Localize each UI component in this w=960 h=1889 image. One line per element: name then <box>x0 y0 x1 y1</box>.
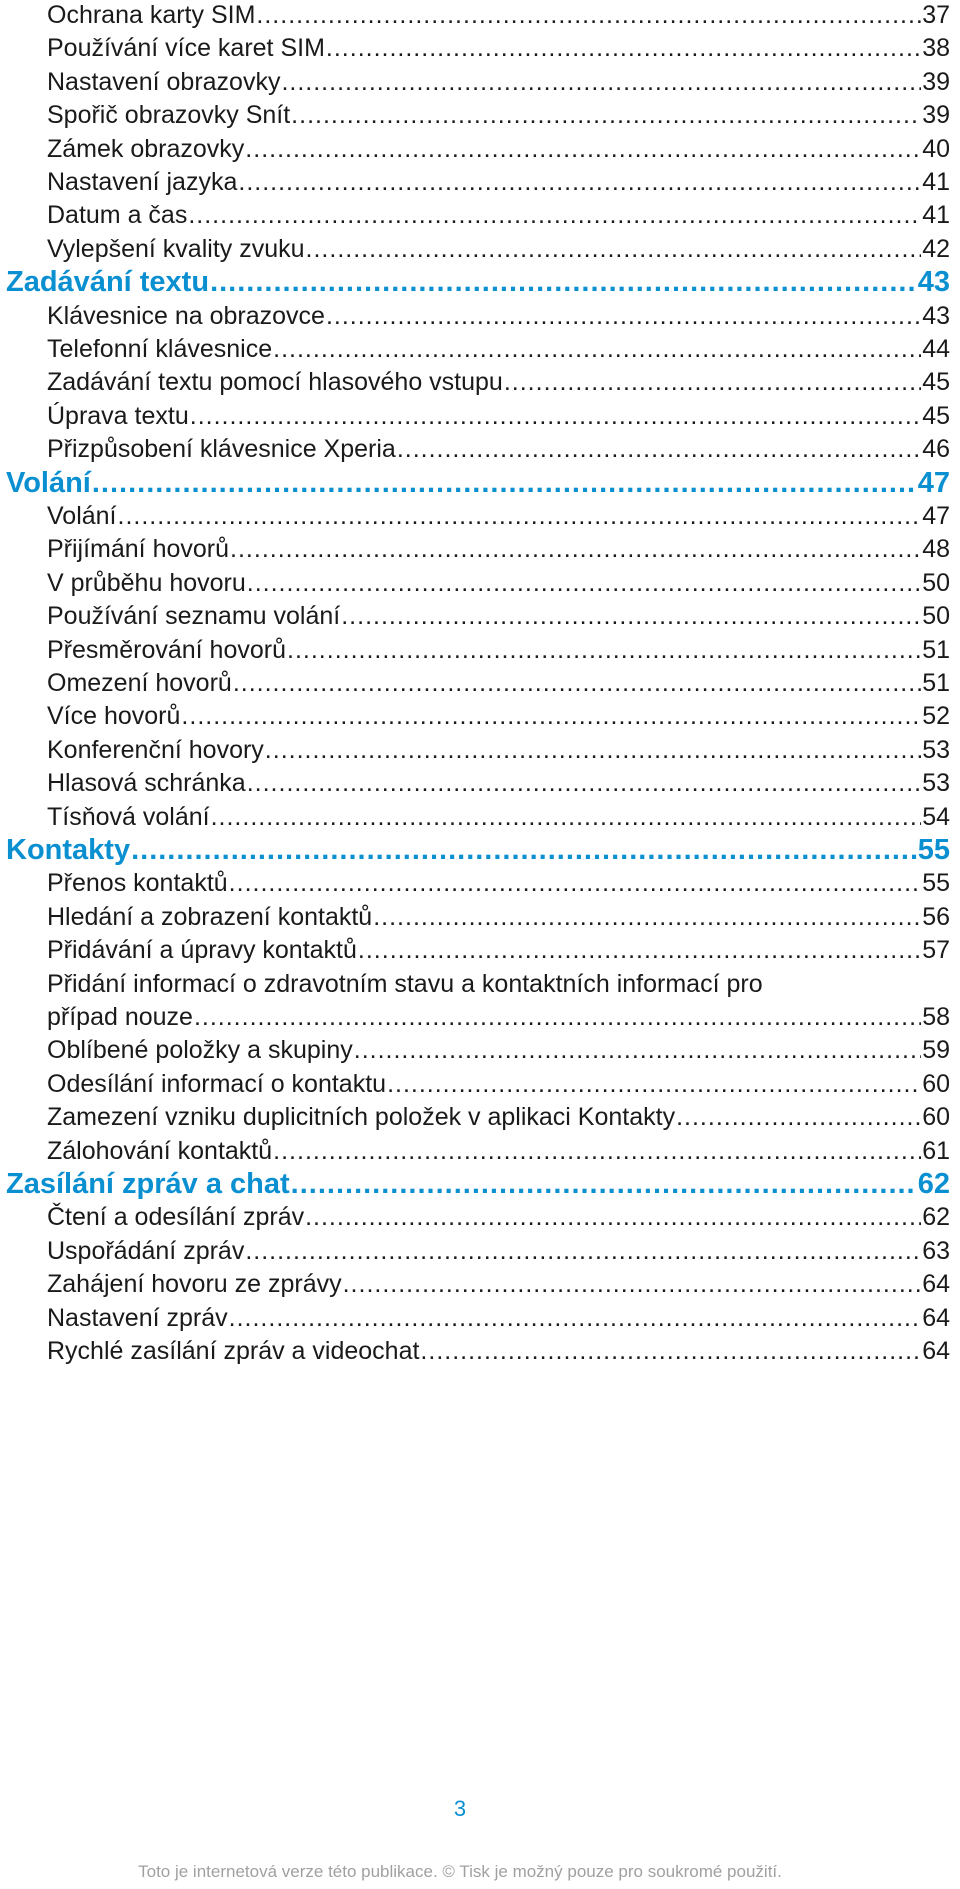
toc-entry-page: 39 <box>922 101 950 130</box>
toc-leader-dots <box>245 134 921 164</box>
toc-entry-title: Konferenční hovory <box>47 735 264 764</box>
toc-leader-dots <box>341 601 921 631</box>
toc-entry-page: 51 <box>922 635 950 664</box>
toc-entry[interactable] <box>47 0 950 30</box>
toc-entry-page: 41 <box>922 201 950 230</box>
toc-entry[interactable] <box>47 367 950 397</box>
toc-entry-title: případ nouze <box>47 1003 193 1031</box>
toc-entry-page: 51 <box>922 669 950 697</box>
page-number: 3 <box>453 1796 467 1821</box>
toc-entry-title: Přidávání a úpravy kontaktů <box>47 936 357 965</box>
toc-leader-dots <box>188 200 921 230</box>
toc-entry-title: Rychlé zasílání zpráv a videochat <box>47 1337 420 1365</box>
toc-entry[interactable] <box>47 1202 950 1232</box>
toc-leader-dots <box>343 1269 922 1299</box>
toc-leader-dots <box>291 100 921 130</box>
toc-entry-title: Zálohování kontaktů <box>47 1136 273 1165</box>
toc-entry-title: Hledání a zobrazení kontaktů <box>47 902 373 931</box>
toc-leader-dots <box>373 902 921 932</box>
toc-entry-page: 39 <box>922 67 950 96</box>
toc-leader-dots <box>229 1303 922 1333</box>
toc-entry-title: Zámek obrazovky <box>47 134 245 163</box>
toc-entry[interactable] <box>47 200 950 230</box>
toc-entry-page: 48 <box>922 535 950 564</box>
toc-leader-dots <box>291 1167 917 1201</box>
toc-entry[interactable] <box>47 802 950 832</box>
toc-entry[interactable] <box>47 635 950 665</box>
footer-note: Toto je internetová verze této publikace. © Tisk je možný pouze pro soukromé použití. <box>138 1862 782 1881</box>
toc-entry-title: Vylepšení kvality zvuku <box>47 234 305 263</box>
toc-entry-page: 64 <box>922 1303 950 1332</box>
toc-entry-title: Oblíbené položky a skupiny <box>47 1036 353 1065</box>
toc-entry[interactable] <box>47 1069 950 1099</box>
toc-entry[interactable] <box>47 1035 950 1065</box>
toc-entry-title: Tísňová volání <box>47 802 210 831</box>
toc-entry-page: 62 <box>922 1203 950 1232</box>
toc-entry-page: 42 <box>922 234 950 263</box>
toc-entry-title: Nastavení obrazovky <box>47 67 281 96</box>
toc-entry[interactable] <box>47 534 950 564</box>
toc-entry-title: V průběhu hovoru <box>47 568 246 597</box>
toc-leader-dots <box>92 466 917 500</box>
toc-entry[interactable] <box>47 1303 950 1333</box>
toc-leader-dots <box>273 1136 921 1166</box>
toc-leader-dots <box>131 833 917 867</box>
toc-entry-page: 52 <box>922 702 950 731</box>
toc-entry-title: Používání více karet SIM <box>47 34 325 63</box>
toc-entry[interactable] <box>47 33 950 63</box>
toc-entry-page: 62 <box>917 1168 950 1200</box>
toc-entry[interactable] <box>47 1236 950 1266</box>
toc-entry-title: Zadávání textu <box>6 266 210 299</box>
toc-entry[interactable] <box>47 501 950 531</box>
toc-entry[interactable] <box>47 868 950 898</box>
toc-leader-dots <box>420 1336 921 1366</box>
toc-leader-dots <box>305 1202 921 1232</box>
toc-entry-title: Telefonní klávesnice <box>47 335 273 363</box>
toc-entry-title: Spořič obrazovky Snít <box>47 101 291 130</box>
toc-entry-title: Více hovorů <box>47 702 181 731</box>
toc-entry-page: 56 <box>922 902 950 931</box>
toc-entry-title: Přizpůsobení klávesnice Xperia <box>47 435 396 464</box>
toc-entry[interactable] <box>47 434 950 464</box>
toc-leader-dots <box>265 735 921 765</box>
toc-entry-title: Přijímání hovorů <box>47 535 230 564</box>
toc-leader-dots <box>306 234 922 264</box>
toc-entry-title: Klávesnice na obrazovce <box>47 301 325 330</box>
toc-section-entry[interactable] <box>6 265 950 299</box>
toc-entry-page: 63 <box>922 1236 950 1265</box>
toc-entry-page: 44 <box>922 335 950 363</box>
toc-entry[interactable] <box>47 735 950 765</box>
toc-entry-title: Zahájení hovoru ze zprávy <box>47 1270 342 1299</box>
toc-entry-title: Kontakty <box>6 834 131 866</box>
toc-entry-page: 59 <box>922 1036 950 1065</box>
toc-section-entry[interactable] <box>6 466 950 500</box>
toc-leader-dots <box>229 868 922 898</box>
toc-entry-title: Omezení hovorů <box>47 669 232 697</box>
toc-entry[interactable] <box>47 334 950 364</box>
toc-entry[interactable] <box>47 768 950 798</box>
toc-leader-dots <box>354 1035 921 1065</box>
toc-entry-page: 57 <box>922 936 950 965</box>
toc-entry-page: 50 <box>922 602 950 631</box>
toc-leader-dots <box>256 0 921 30</box>
toc-leader-dots <box>247 568 921 598</box>
toc-entry[interactable] <box>47 701 950 731</box>
toc-entry[interactable] <box>47 1002 950 1032</box>
toc-entry-page: 61 <box>922 1136 950 1165</box>
toc-entry[interactable] <box>47 668 950 698</box>
toc-entry-title: Datum a čas <box>47 201 188 230</box>
toc-leader-dots <box>273 334 921 364</box>
toc-leader-dots <box>211 802 922 832</box>
toc-entry-page: 43 <box>922 301 950 330</box>
toc-entry[interactable] <box>47 1269 950 1299</box>
toc-section-entry[interactable] <box>6 1167 950 1201</box>
toc-leader-dots <box>326 301 921 331</box>
toc-entry-page: 45 <box>922 401 950 430</box>
toc-section-entry[interactable] <box>6 833 950 867</box>
toc-entry-title: Odesílání informací o kontaktu <box>47 1069 387 1098</box>
toc-entry-title: Zasílání zpráv a chat <box>6 1168 290 1200</box>
toc-entry-page: 40 <box>922 134 950 163</box>
toc-leader-dots <box>238 167 921 197</box>
toc-entry-title: Uspořádání zpráv <box>47 1236 245 1265</box>
toc-entry-title: Používání seznamu volání <box>47 602 341 631</box>
toc-leader-dots <box>504 367 921 397</box>
toc-entry-page: 55 <box>917 834 950 866</box>
toc-entry-title: Přenos kontaktů <box>47 869 228 898</box>
toc-entry-title: Zamezení vzniku duplicitních položek v aplikaci Kontakty <box>47 1103 676 1132</box>
toc-entry-title: Nastavení jazyka <box>47 168 238 196</box>
toc-entry-title: Ochrana karty SIM <box>47 1 256 29</box>
toc-entry-page: 46 <box>922 435 950 464</box>
toc-entry-title: Nastavení zpráv <box>47 1303 228 1332</box>
toc-entry-page: 37 <box>922 1 950 29</box>
toc-entry-page: 55 <box>922 869 950 898</box>
toc-leader-dots <box>194 1002 921 1032</box>
toc-entry-page: 53 <box>922 769 950 798</box>
toc-leader-dots <box>245 1236 921 1266</box>
toc-entry-title: Volání <box>47 502 117 530</box>
toc-entry[interactable] <box>47 134 950 164</box>
toc-entry-page: 64 <box>922 1337 950 1365</box>
toc-entry-page: 47 <box>917 466 950 499</box>
toc-entry[interactable] <box>47 1136 950 1166</box>
toc-entry[interactable] <box>47 902 950 932</box>
toc-entry-page: 60 <box>922 1069 950 1098</box>
toc-leader-dots <box>326 33 921 63</box>
toc-leader-dots <box>190 401 921 431</box>
toc-leader-dots <box>210 265 917 299</box>
toc-entry-title: Úprava textu <box>47 401 189 430</box>
toc-entry-title: Zadávání textu pomocí hlasového vstupu <box>47 368 503 397</box>
toc-entry-title-line: Přidání informací o zdravotním stavu a kontaktních informací pro <box>47 969 763 998</box>
toc-entry[interactable] <box>47 568 950 598</box>
toc-leader-dots <box>181 701 921 731</box>
toc-entry[interactable] <box>47 1102 950 1132</box>
toc-entry-page: 54 <box>922 802 950 831</box>
toc-entry-page: 50 <box>922 568 950 597</box>
toc-entry[interactable] <box>47 67 950 97</box>
toc-entry[interactable] <box>47 401 950 431</box>
toc-entry-page: 64 <box>922 1270 950 1299</box>
toc-entry-title: Hlasová schránka <box>47 769 246 798</box>
toc-leader-dots <box>230 534 921 564</box>
toc-entry[interactable] <box>47 301 950 331</box>
toc-entry-title: Volání <box>6 466 91 499</box>
toc-entry[interactable] <box>47 234 950 264</box>
toc-entry-page: 53 <box>922 735 950 764</box>
toc-leader-dots <box>287 635 921 665</box>
toc-leader-dots <box>247 768 921 798</box>
toc-entry-page: 45 <box>922 368 950 397</box>
toc-entry[interactable] <box>47 167 950 197</box>
toc-entry-title: Přesměrování hovorů <box>47 635 287 664</box>
toc-entry[interactable] <box>47 100 950 130</box>
toc-entry-page: 47 <box>922 502 950 530</box>
toc-leader-dots <box>387 1069 921 1099</box>
toc-leader-dots <box>358 935 921 965</box>
toc-entry-page: 38 <box>922 34 950 63</box>
toc-entry[interactable] <box>47 935 950 965</box>
toc-entry-page: 43 <box>917 266 950 299</box>
toc-entry-page: 58 <box>922 1003 950 1031</box>
toc-leader-dots <box>118 501 922 531</box>
toc-entry-page: 60 <box>922 1103 950 1132</box>
toc-entry[interactable] <box>47 1336 950 1366</box>
toc-leader-dots <box>281 67 921 97</box>
toc-leader-dots <box>397 434 921 464</box>
toc-entry[interactable] <box>47 601 950 631</box>
toc-leader-dots <box>676 1102 921 1132</box>
toc-entry-page: 41 <box>922 168 950 196</box>
toc-leader-dots <box>233 668 921 698</box>
toc-entry-title: Čtení a odesílání zpráv <box>47 1203 305 1232</box>
